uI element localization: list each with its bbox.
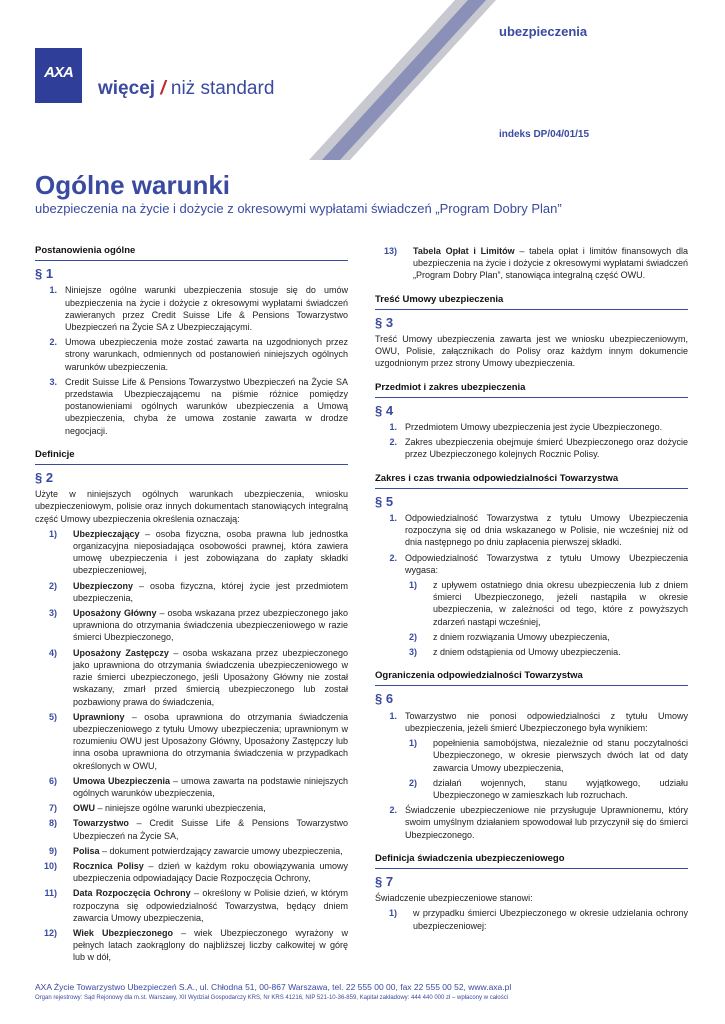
list-item [35,845,348,857]
list-item [375,421,688,433]
list-item [35,528,348,577]
item-text: Towarzystwo nie ponosi odpowiedzialności z tytułu Umowy ubezpieczenia, jeżeli śmierć Ubezpieczonego była wynikiem: [405,710,688,733]
item-text: Przedmiotem Umowy ubezpieczenia jest życie Ubezpieczonego. [405,422,663,433]
defined-term: Rocznica Polisy [73,860,144,871]
item-text: – dokument potwierdzający zawarcie umowy ubezpieczenia, [99,845,343,856]
item-number: 2. [389,437,397,448]
section-heading: Zakres i czas trwania odpowiedzialności Towarzystwa [375,473,688,489]
numbered-list [375,804,688,841]
list-item [375,646,688,658]
item-number: 3) [408,647,417,658]
list-item [35,775,348,799]
item-text: – wiek Ubezpieczonego wyrażony w pełnych latach zaokrąglony do najbliższej liczby całkowitej w górę lub w dół, [73,927,348,963]
tagline-bold: więcej [98,78,156,99]
paragraph-sign: § 1 [35,266,54,282]
list-item [375,804,688,841]
defined-term: Ubezpieczający [73,528,140,539]
list-item [35,580,348,604]
section-heading: Ograniczenia odpowiedzialności Towarzystwa [375,670,688,686]
sub-list [375,579,688,658]
item-number: 11) [44,888,57,899]
item-number: 10) [43,860,57,871]
defined-term: Wiek Ubezpieczonego [73,927,174,938]
list-item [375,777,688,801]
item-text: – niniejsze ogólne warunki ubezpieczenia, [95,803,266,814]
document-subtitle: ubezpieczenia na życie i dożycie z okresowymi wypłatami świadczeń „Program Dobry Plan” [35,201,562,216]
paragraph-sign: § 6 [375,691,394,707]
item-number: 1) [408,738,417,749]
item-number: 9) [48,845,57,856]
item-text: z dniem odstąpienia od Umowy ubezpieczenia. [433,647,621,658]
item-number: 2. [49,337,57,348]
defined-term: Tabela Opłat i Limitów [413,246,515,256]
item-number: 4) [48,647,57,658]
section-heading: Przedmiot i zakres ubezpieczenia [375,382,688,398]
tagline-slash: / [160,78,166,99]
defined-term: Uposażony Główny [73,608,157,619]
list-item [375,737,688,774]
item-text: – osoba fizyczna, której życie jest przedmiotem ubezpieczenia, [73,580,348,603]
tagline [98,78,274,100]
numbered-list [375,421,688,461]
item-text: Umowa ubezpieczenia może zostać zawarta na uzgodnionych przez strony warunkach, odmiennych od postanowień niniejszych ogólnych warunków ubezpieczenia. [65,337,348,372]
list-item [375,631,688,643]
paragraph-sign: § 3 [375,314,394,330]
document-index: indeks DP/04/01/15 [499,129,590,140]
item-text: – osoba wskazana przez ubezpieczonego jako uprawniona do otrzymania świadczenia ubezpieczeniowego w razie śmierci ubezpieczonego, jeśli Uposażony Główny nie został wskazany, zmarł przed śmiercią ubezpieczonego lub został pozbawiony prawa do świadczenia, [73,647,348,707]
item-text: z dniem rozwiązania Umowy ubezpieczenia, [433,631,610,642]
defined-term: Umowa Ubezpieczenia [73,775,171,786]
item-number: 1) [408,580,417,591]
list-item [375,579,688,628]
item-text: Odpowiedzialność Towarzystwa z tytułu Umowy Ubezpieczenia rozpoczyna się od dnia wskazanego w Polisie, nie wcześniej niż od dnia następnego po dniu zapłacenia pierwszej składki. [405,513,688,548]
numbered-list [375,710,688,734]
numbered-list [35,284,348,436]
item-number: 2. [389,805,397,816]
list-item [35,284,348,333]
footer-registry-info: Organ rejestrowy: Sąd Rejonowy dla m.st. Warszawy, XII Wydział Gospodarczy KRS, Nr KRS 41216, NIP 521-10-36-859, Kapitał zakładowy: 444 440 000 zł – wpłacony w całości [35,995,509,1001]
defined-term: Towarzystwo [73,818,129,829]
paragraph-text: Treść Umowy ubezpieczenia zawarta jest we wniosku ubezpieczeniowym, OWU, Polisie, załącznikach do Polisy oraz każdym innym dokumencie uzgodnionym przez strony Umowy ubezpieczenia. [375,334,688,369]
item-number: 6) [48,775,57,786]
section-heading: Postanowienia ogólne [35,245,348,261]
definitions-list [375,245,688,282]
footer-company-info: AXA Życie Towarzystwo Ubezpieczeń S.A., ul. Chłodna 51, 00-867 Warszawa, tel. 22 555 00 00, fax 22 555 00 52, www.axa.pl [35,982,512,992]
item-number: 1. [389,710,397,721]
paragraph-sign: § 5 [375,493,394,509]
item-number: 1. [389,422,397,433]
defined-term: Ubezpieczony [73,580,134,591]
item-number: 1. [49,285,57,296]
defined-term: OWU [73,803,95,814]
item-number: 2) [48,580,57,591]
list-item [375,245,688,282]
axa-logo-text: AXA [44,64,73,81]
section-heading: Definicja świadczenia ubezpieczeniowego [375,853,688,869]
paragraph-sign: § 7 [375,873,394,889]
list-item [35,376,348,437]
sub-list [375,737,688,801]
item-text: działań wojennych, stanu wyjątkowego, udziału Ubezpieczonego w zamieszkach lub rozruchach. [433,777,688,800]
item-number: 1. [389,513,397,524]
list-item [375,512,688,549]
list-item [375,436,688,460]
list-item [35,802,348,814]
definitions-list [35,528,348,964]
item-number: 13) [383,246,397,256]
defined-term: Uposażony Zastępczy [73,647,169,658]
item-text: – osoba fizyczna, osoba prawna lub jednostka organizacyjna nieposiadająca osobowości prawnej, która zawiera umowę ubezpieczenia i jest zobowiązana do zapłaty składki ubezpieczeniowej, [73,528,348,576]
item-text: – określony w Polisie dzień, w którym rozpoczyna się odpowiedzialność Towarzystwa, będący dniem zawarcia Umowy ubezpieczenia, [73,888,349,923]
list-item [35,607,348,644]
list-item [35,887,348,924]
paragraph-sign: § 2 [35,470,54,486]
item-text: popełnienia samobójstwa, niezależnie od stanu poczytalności Ubezpieczonego, w okresie pierwszych dwóch lat od daty zawarcia Umowy ubezpieczenia, [433,738,688,773]
item-number: 8) [48,818,57,829]
paragraph-sign: § 4 [375,402,394,418]
item-number: 1) [388,908,397,919]
item-number: 12) [43,927,57,938]
item-text: – osoba uprawniona do otrzymania świadczenia ubezpieczeniowego z tytułu Umowy ubezpieczenia; uprawnionym w rozumieniu OWU jest Uposażony Główny, Uposażony Zastępczy lub inna osoba uprawniona do otrzymania świadczenia w przypadkach określonych w OWU, [73,711,348,771]
item-text: w przypadku śmierci Ubezpieczonego w okresie udzielania ochrony ubezpieczeniowej: [413,908,688,931]
item-number: 5) [48,711,57,722]
item-number: 2. [389,552,397,563]
defined-term: Uprawniony [73,711,125,722]
item-text: – osoba wskazana przez ubezpieczonego jako uprawniona do otrzymania świadczenia ubezpieczeniowego w razie śmierci Ubezpieczonego, [73,608,349,643]
item-text: Świadczenie ubezpieczeniowe nie przysługuje Uprawnionemu, który swoim umyślnym działaniem spowodował lub przyczynił się do śmierci Ubezpieczonego. [405,805,688,840]
item-number: 1) [48,528,57,539]
item-text: Niniejsze ogólne warunki ubezpieczenia stosuje się do umów ubezpieczenia na życie i dożycie z okresowymi wypłatami świadczeń zawieranych przez Credit Suisse Life & Pensions Towarzystwo Ubezpieczeń na Życie SA z Ubezpieczającymi. [65,285,348,333]
document-category: ubezpieczenia [499,24,588,39]
item-text: – tabela opłat i limitów finansowych dla ubezpieczenia na życie i dożycie z okresowymi wypłatami świadczeń „Program Dobry Plan”, stanowiąca integralną część OWU. [413,246,689,281]
list-item [375,552,688,576]
item-text: Zakres ubezpieczenia obejmuje śmierć Ubezpieczonego oraz dożycie przez Ubezpieczonego kolejnych Rocznic Polisy. [405,437,688,460]
list-item [35,647,348,708]
item-number: 2) [408,631,417,642]
item-text: Credit Suisse Life & Pensions Towarzystwo Ubezpieczeń na Życie SA przedstawia Ubezpieczającemu na piśmie różnice pomiędzy postanowieniami ogólnych warunków ubezpieczenia a Umową ubezpieczenia, chyba że umowa zostanie zawarta w drodze negocjacji. [65,376,348,436]
paragraph-text: Użyte w niniejszych ogólnych warunkach ubezpieczenia, wniosku ubezpieczeniowym, polisie oraz innych dokumentach stanowiących integralną część Umowy ubezpieczenia określenia oznaczają: [35,489,348,524]
right-column [375,245,688,935]
list-item [35,860,348,884]
numbered-list [375,512,688,576]
list-item [35,817,348,841]
paragraph-text: Świadczenie ubezpieczeniowe stanowi: [375,893,533,904]
list-item [35,927,348,964]
item-text: z upływem ostatniego dnia okresu ubezpieczenia lub z dniem śmierci Ubezpieczonego, jeżeli nastąpiła w okresie ubezpieczenia, w zależności od tego, które z powyższych zdarzeń nastąpi wcześniej, [433,580,688,627]
list-item [35,711,348,772]
item-text: – dzień w każdym roku obowiązywania umowy ubezpieczenia odpowiadający Dacie Rozpoczęcia Ochrony, [73,860,348,884]
list-item [375,710,688,734]
item-number: 7) [48,803,57,814]
item-text: Odpowiedzialność Towarzystwa z tytułu Umowy Ubezpieczenia wygasa: [405,552,688,575]
item-number: 3. [49,376,57,387]
item-text: – Credit Suisse Life & Pensions Towarzystwo Ubezpieczeń na Życie SA, [73,818,348,841]
tagline-rest: niż standard [170,78,275,99]
item-text: – umowa zawarta na podstawie niniejszych ogólnych warunków ubezpieczenia, [73,775,348,798]
section-heading: Treść Umowy ubezpieczenia [375,294,688,310]
item-number: 3) [48,608,57,619]
list-item [35,336,348,373]
section-heading: Definicje [35,449,348,465]
numbered-list [375,907,688,931]
list-item [375,907,688,931]
defined-term: Data Rozpoczęcia Ochrony [73,888,191,899]
item-number: 2) [408,777,417,788]
document-title: Ogólne warunki [35,170,231,200]
defined-term: Polisa [73,845,100,856]
left-column [35,245,348,967]
